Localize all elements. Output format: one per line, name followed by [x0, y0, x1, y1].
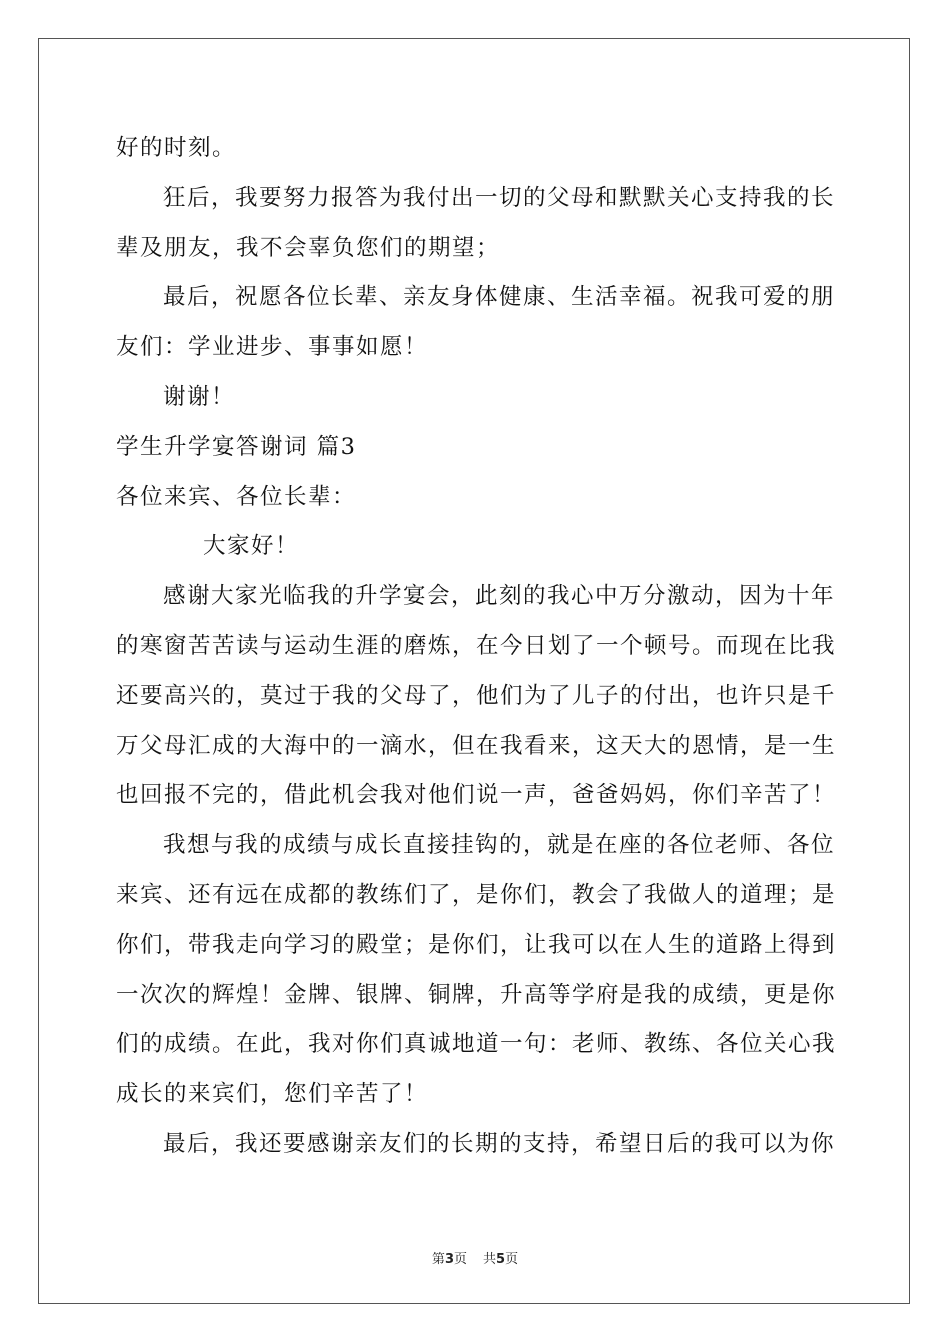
- text-line: 谢谢！: [163, 383, 236, 410]
- page-number: 3: [444, 1252, 454, 1267]
- total-pages: 5: [496, 1252, 506, 1267]
- greeting: 大家好！: [203, 533, 300, 560]
- total-prefix: 共: [483, 1252, 497, 1267]
- text-line: 你们，带我走向学习的殿堂；是你们，让我可以在人生的道路上得到: [116, 931, 837, 958]
- text-line: 感谢大家光临我的升学宴会，此刻的我心中万分激动，因为十年: [163, 583, 836, 610]
- text-line: 辈及朋友，我不会辜负您们的期望；: [116, 234, 501, 261]
- page-prefix: 第: [431, 1252, 445, 1267]
- text-line: 狂后，我要努力报答为我付出一切的父母和默默关心支持我的长: [163, 184, 836, 211]
- text-line: 最后，我还要感谢亲友们的长期的支持，希望日后的我可以为你: [163, 1130, 836, 1157]
- text-line: 成长的来宾们，您们辛苦了！: [116, 1081, 429, 1108]
- text-line: 最后，祝愿各位长辈、亲友身体健康、生活幸福。祝我可爱的朋: [163, 284, 836, 311]
- section-heading: 学生升学宴答谢词 篇3: [116, 433, 357, 460]
- text-line: 万父母汇成的大海中的一滴水，但在我看来，这天大的恩情，是一生: [116, 732, 837, 759]
- text-line: 一次次的辉煌！金牌、银牌、铜牌，升高等学府是我的成绩，更是你: [116, 981, 837, 1008]
- text-line: 我想与我的成绩与成长直接挂钩的，就是在座的各位老师、各位: [163, 832, 836, 859]
- text-line: 也回报不完的，借此机会我对他们说一声，爸爸妈妈，你们辛苦了！: [116, 782, 837, 809]
- page-footer: [0, 1248, 950, 1267]
- text-line: 们的成绩。在此，我对你们真诚地道一句：老师、教练、各位关心我: [116, 1031, 837, 1058]
- text-line: 的寒窗苦苦读与运动生涯的磨炼，在今日划了一个顿号。而现在比我: [116, 632, 837, 659]
- text-line: 来宾、还有远在成都的教练们了，是你们，教会了我做人的道理；是: [116, 881, 837, 908]
- document-body: [116, 124, 836, 1170]
- total-suffix: 页: [505, 1252, 519, 1267]
- text-line: 友们：学业进步、事事如愿！: [116, 334, 429, 361]
- text-line: 还要高兴的，莫过于我的父母了，他们为了儿子的付出，也许只是千: [116, 682, 837, 709]
- salutation: 各位来宾、各位长辈：: [116, 483, 357, 510]
- text-line: 好的时刻。: [116, 135, 237, 161]
- page-suffix: 页: [453, 1252, 467, 1267]
